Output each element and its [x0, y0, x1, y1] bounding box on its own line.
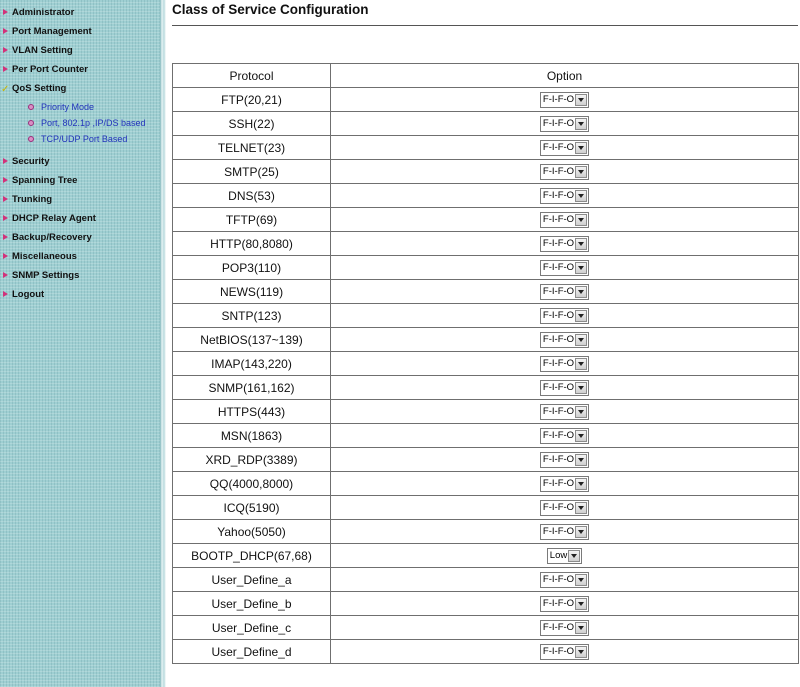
protocol-cell: NEWS(119) [173, 280, 331, 304]
qos-submenu [0, 99, 160, 153]
protocol-cell: TFTP(69) [173, 208, 331, 232]
option-select-value: F-I-F-O [542, 381, 575, 393]
chevron-down-icon[interactable] [575, 334, 587, 346]
arrow-right-icon [3, 47, 8, 53]
option-cell [331, 352, 799, 376]
option-select[interactable] [540, 356, 589, 372]
sidebar-item-label: Spanning Tree [12, 175, 78, 186]
protocol-cell: QQ(4000,8000) [173, 472, 331, 496]
option-select[interactable] [540, 116, 589, 132]
sidebar-subitem-label: Priority Mode [41, 102, 95, 112]
option-select-value: F-I-F-O [542, 645, 575, 657]
chevron-down-icon[interactable] [575, 646, 587, 658]
protocol-cell: SMTP(25) [173, 160, 331, 184]
table-row [173, 640, 799, 664]
sidebar-item-label: DHCP Relay Agent [12, 213, 96, 224]
sidebar-subitem-label: Port, 802.1p ,IP/DS based [41, 118, 146, 128]
protocol-cell: TELNET(23) [173, 136, 331, 160]
option-select[interactable] [540, 500, 589, 516]
chevron-down-icon[interactable] [575, 94, 587, 106]
protocol-cell: User_Define_d [173, 640, 331, 664]
option-select-value: F-I-F-O [542, 597, 575, 609]
sidebar-item-trunking[interactable] [0, 191, 160, 210]
sidebar-item-per-port-counter[interactable] [0, 61, 160, 80]
option-cell [331, 616, 799, 640]
option-select-value: F-I-F-O [542, 309, 575, 321]
option-cell [331, 472, 799, 496]
sidebar-item-administrator[interactable] [0, 4, 160, 23]
option-cell [331, 424, 799, 448]
sidebar-item-qos-setting[interactable] [0, 80, 160, 99]
protocol-cell: Yahoo(5050) [173, 520, 331, 544]
table-row [173, 568, 799, 592]
table-row [173, 400, 799, 424]
option-select[interactable] [540, 452, 589, 468]
option-select[interactable] [540, 140, 589, 156]
option-select[interactable] [540, 188, 589, 204]
chevron-down-icon[interactable] [575, 478, 587, 490]
option-select[interactable] [547, 548, 582, 564]
option-select[interactable] [540, 380, 589, 396]
checkmark-icon: ✓ [1, 84, 10, 95]
chevron-down-icon[interactable] [575, 310, 587, 322]
protocol-cell: HTTPS(443) [173, 400, 331, 424]
option-cell [331, 304, 799, 328]
option-select-value: F-I-F-O [542, 117, 575, 129]
page-title: Class of Service Configuration [172, 2, 369, 17]
option-cell [331, 160, 799, 184]
class-of-service-table [172, 63, 799, 664]
option-select[interactable] [540, 212, 589, 228]
table-row [173, 256, 799, 280]
table-header-row [173, 64, 799, 88]
option-select[interactable] [540, 524, 589, 540]
sidebar-item-label: Trunking [12, 194, 53, 205]
option-cell [331, 328, 799, 352]
sidebar-item-label: QoS Setting [12, 83, 67, 94]
protocol-cell: SNMP(161,162) [173, 376, 331, 400]
option-select-value: F-I-F-O [542, 261, 575, 273]
table-row [173, 520, 799, 544]
sidebar-item-logout[interactable] [0, 286, 160, 305]
chevron-down-icon[interactable] [575, 598, 587, 610]
chevron-down-icon[interactable] [575, 214, 587, 226]
option-select-value: F-I-F-O [542, 453, 575, 465]
option-cell [331, 208, 799, 232]
protocol-cell: User_Define_a [173, 568, 331, 592]
option-select[interactable] [540, 644, 589, 660]
sidebar-item-label: Per Port Counter [12, 64, 89, 75]
table-row [173, 472, 799, 496]
option-select[interactable] [540, 596, 589, 612]
sidebar-item-label: Backup/Recovery [12, 232, 92, 243]
sidebar-item-label: SNMP Settings [12, 270, 80, 281]
option-select-value: F-I-F-O [542, 165, 575, 177]
option-select-value: F-I-F-O [542, 189, 575, 201]
sidebar-item-spanning-tree[interactable] [0, 172, 160, 191]
option-select[interactable] [540, 476, 589, 492]
table-row [173, 112, 799, 136]
sidebar-item-security[interactable] [0, 153, 160, 172]
option-select-value: F-I-F-O [542, 477, 575, 489]
table-row [173, 376, 799, 400]
option-select-value: F-I-F-O [542, 213, 575, 225]
option-select-value: F-I-F-O [542, 501, 575, 513]
option-cell [331, 568, 799, 592]
option-select-value: Low [549, 549, 568, 561]
chevron-down-icon[interactable] [575, 574, 587, 586]
arrow-right-icon [3, 291, 8, 297]
title-divider [172, 25, 798, 26]
table-row [173, 136, 799, 160]
main-content [172, 0, 800, 687]
arrow-right-icon [3, 66, 8, 72]
chevron-down-icon[interactable] [575, 190, 587, 202]
chevron-down-icon[interactable] [575, 406, 587, 418]
option-select-value: F-I-F-O [542, 621, 575, 633]
chevron-down-icon[interactable] [575, 622, 587, 634]
option-select[interactable] [540, 620, 589, 636]
table-row [173, 208, 799, 232]
protocol-cell: HTTP(80,8080) [173, 232, 331, 256]
option-select[interactable] [540, 164, 589, 180]
option-cell [331, 112, 799, 136]
table-row [173, 592, 799, 616]
table-row [173, 424, 799, 448]
option-cell [331, 544, 799, 568]
table-row [173, 184, 799, 208]
table-row [173, 328, 799, 352]
arrow-right-icon [3, 234, 8, 240]
table-row [173, 616, 799, 640]
option-select[interactable] [540, 92, 589, 108]
option-cell [331, 496, 799, 520]
option-cell [331, 136, 799, 160]
option-select[interactable] [540, 572, 589, 588]
protocol-cell: IMAP(143,220) [173, 352, 331, 376]
bullet-icon [28, 136, 34, 142]
option-select[interactable] [540, 428, 589, 444]
option-select[interactable] [540, 404, 589, 420]
sidebar-item-label: Logout [12, 289, 45, 300]
option-cell [331, 376, 799, 400]
table-row [173, 496, 799, 520]
sidebar-item-vlan-setting[interactable] [0, 42, 160, 61]
arrow-right-icon [3, 9, 8, 15]
protocol-cell: DNS(53) [173, 184, 331, 208]
sidebar-item-label: Administrator [12, 7, 75, 18]
table-row [173, 448, 799, 472]
bullet-icon [28, 104, 34, 110]
arrow-right-icon [3, 177, 8, 183]
table-row [173, 280, 799, 304]
option-cell [331, 184, 799, 208]
chevron-down-icon[interactable] [568, 550, 580, 562]
arrow-right-icon [3, 253, 8, 259]
sidebar-subitem-port-8021p-ipds[interactable] [0, 118, 160, 128]
sidebar-item-label: Miscellaneous [12, 251, 77, 262]
column-header-option: Option [331, 64, 799, 88]
sidebar-item-label: Security [12, 156, 50, 167]
protocol-cell: SSH(22) [173, 112, 331, 136]
arrow-right-icon [3, 28, 8, 34]
protocol-cell: SNTP(123) [173, 304, 331, 328]
option-select[interactable] [540, 284, 589, 300]
table-row [173, 544, 799, 568]
arrow-right-icon [3, 215, 8, 221]
option-cell [331, 520, 799, 544]
chevron-down-icon[interactable] [575, 382, 587, 394]
table-body [173, 88, 799, 664]
table-row [173, 160, 799, 184]
chevron-down-icon[interactable] [575, 454, 587, 466]
sidebar-menu [0, 0, 160, 305]
protocol-cell: XRD_RDP(3389) [173, 448, 331, 472]
chevron-down-icon[interactable] [575, 526, 587, 538]
sidebar-subitem-tcp-udp-port-based[interactable] [0, 134, 160, 144]
option-cell [331, 448, 799, 472]
option-select-value: F-I-F-O [542, 93, 575, 105]
arrow-right-icon [3, 272, 8, 278]
chevron-down-icon[interactable] [575, 358, 587, 370]
column-header-protocol: Protocol [173, 64, 331, 88]
option-select-value: F-I-F-O [542, 573, 575, 585]
sidebar-item-miscellaneous[interactable] [0, 248, 160, 267]
sidebar-item-snmp-settings[interactable] [0, 267, 160, 286]
option-cell [331, 400, 799, 424]
chevron-down-icon[interactable] [575, 166, 587, 178]
frame-divider[interactable] [160, 0, 166, 687]
table-row [173, 88, 799, 112]
protocol-cell: MSN(1863) [173, 424, 331, 448]
arrow-right-icon [3, 158, 8, 164]
sidebar-item-label: Port Management [12, 26, 92, 37]
option-select-value: F-I-F-O [542, 333, 575, 345]
option-select-value: F-I-F-O [542, 525, 575, 537]
sidebar-item-port-management[interactable] [0, 23, 160, 42]
table-row [173, 304, 799, 328]
option-select-value: F-I-F-O [542, 141, 575, 153]
sidebar-item-label: VLAN Setting [12, 45, 73, 56]
option-cell [331, 280, 799, 304]
arrow-right-icon [3, 196, 8, 202]
chevron-down-icon[interactable] [575, 142, 587, 154]
option-cell [331, 592, 799, 616]
option-cell [331, 640, 799, 664]
option-select[interactable] [540, 236, 589, 252]
option-select[interactable] [540, 260, 589, 276]
sidebar [0, 0, 160, 687]
option-select-value: F-I-F-O [542, 237, 575, 249]
protocol-cell: FTP(20,21) [173, 88, 331, 112]
protocol-cell: User_Define_c [173, 616, 331, 640]
option-select[interactable] [540, 332, 589, 348]
sidebar-item-dhcp-relay-agent[interactable] [0, 210, 160, 229]
option-select-value: F-I-F-O [542, 405, 575, 417]
bullet-icon [28, 120, 34, 126]
protocol-cell: BOOTP_DHCP(67,68) [173, 544, 331, 568]
protocol-cell: POP3(110) [173, 256, 331, 280]
chevron-down-icon[interactable] [575, 502, 587, 514]
option-cell [331, 88, 799, 112]
table-row [173, 232, 799, 256]
chevron-down-icon[interactable] [575, 430, 587, 442]
protocol-cell: NetBIOS(137~139) [173, 328, 331, 352]
option-select[interactable] [540, 308, 589, 324]
qos-submenu-container [0, 99, 160, 153]
chevron-down-icon[interactable] [575, 262, 587, 274]
option-cell [331, 256, 799, 280]
option-select-value: F-I-F-O [542, 429, 575, 441]
sidebar-subitem-label: TCP/UDP Port Based [41, 134, 128, 144]
chevron-down-icon[interactable] [575, 118, 587, 130]
option-select-value: F-I-F-O [542, 285, 575, 297]
chevron-down-icon[interactable] [575, 286, 587, 298]
protocol-cell: User_Define_b [173, 592, 331, 616]
chevron-down-icon[interactable] [575, 238, 587, 250]
option-cell [331, 232, 799, 256]
option-select-value: F-I-F-O [542, 357, 575, 369]
sidebar-subitem-priority-mode[interactable] [0, 102, 160, 112]
protocol-cell: ICQ(5190) [173, 496, 331, 520]
sidebar-item-backup-recovery[interactable] [0, 229, 160, 248]
table-row [173, 352, 799, 376]
